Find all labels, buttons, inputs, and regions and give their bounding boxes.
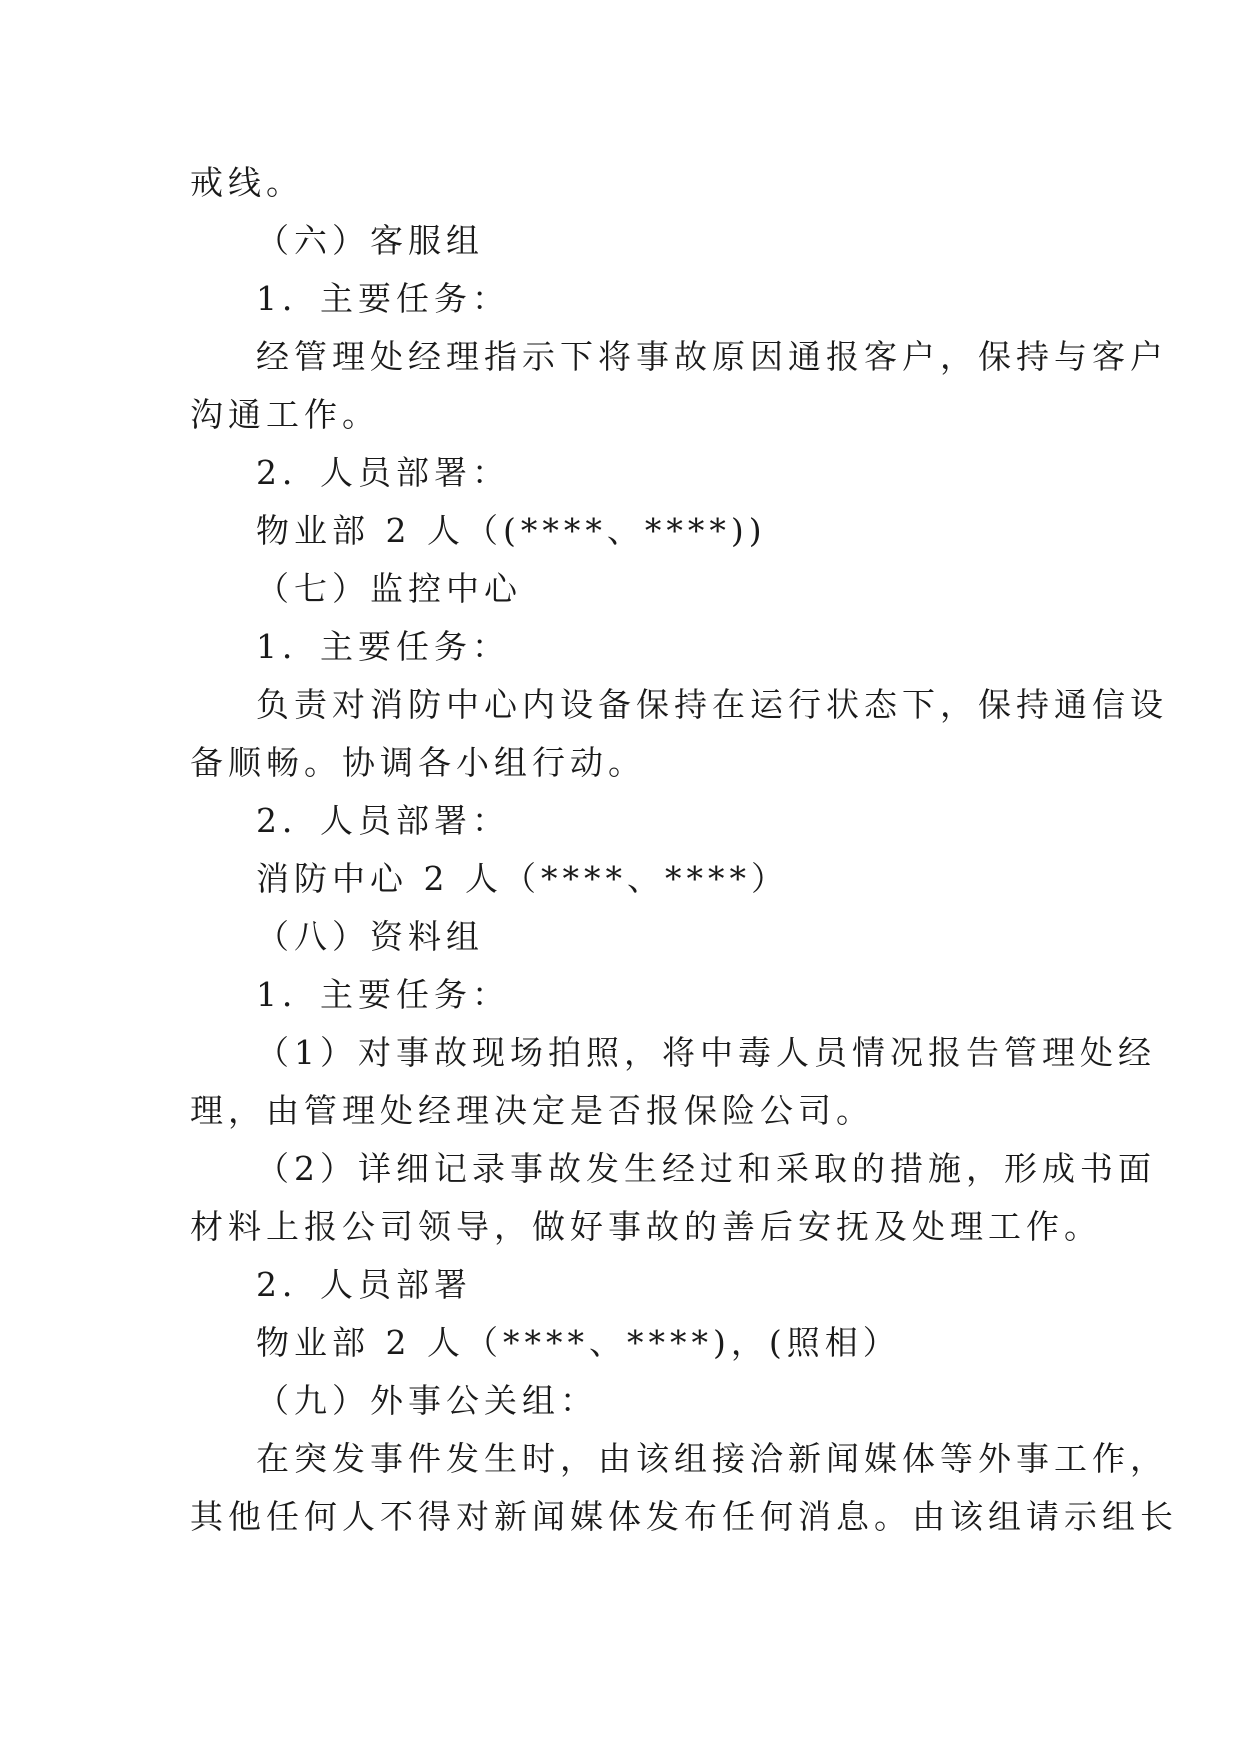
paragraph-line: 经管理处经理指示下将事故原因通报客户，保持与客户 (256, 337, 1168, 376)
subheading-staffing: 2．人员部署 (256, 1265, 472, 1304)
text-line: 戒线。 (190, 163, 304, 202)
section-heading-records: （八）资料组 (256, 917, 484, 956)
paragraph-line: 材料上报公司领导，做好事故的善后安抚及处理工作。 (190, 1207, 1102, 1246)
subheading-staffing: 2．人员部署： (256, 453, 510, 492)
paragraph-line: 在突发事件发生时，由该组接洽新闻媒体等外事工作， (256, 1439, 1168, 1478)
subheading-main-tasks: 1．主要任务： (256, 975, 510, 1014)
paragraph-line: 理，由管理处经理决定是否报保险公司。 (190, 1091, 874, 1130)
paragraph-line: （1）对事故现场拍照，将中毒人员情况报告管理处经 (256, 1033, 1156, 1072)
paragraph-line: 物业部 2 人（****、****)，(照相） (256, 1323, 901, 1362)
paragraph-line: （2）详细记录事故发生经过和采取的措施，形成书面 (256, 1149, 1156, 1188)
section-heading-customer-service: （六）客服组 (256, 221, 484, 260)
paragraph-line: 物业部 2 人（(****、****)) (256, 511, 767, 550)
subheading-main-tasks: 1．主要任务： (256, 279, 510, 318)
section-heading-public-relations: （九）外事公关组： (256, 1381, 598, 1420)
section-heading-monitoring-center: （七）监控中心 (256, 569, 522, 608)
paragraph-line: 其他任何人不得对新闻媒体发布任何消息。由该组请示组长 (190, 1497, 1178, 1536)
paragraph-line: 消防中心 2 人（****、****） (256, 859, 789, 898)
paragraph-line: 沟通工作。 (190, 395, 380, 434)
subheading-staffing: 2．人员部署： (256, 801, 510, 840)
paragraph-line: 负责对消防中心内设备保持在运行状态下，保持通信设 (256, 685, 1168, 724)
subheading-main-tasks: 1．主要任务： (256, 627, 510, 666)
paragraph-line: 备顺畅。协调各小组行动。 (190, 743, 646, 782)
